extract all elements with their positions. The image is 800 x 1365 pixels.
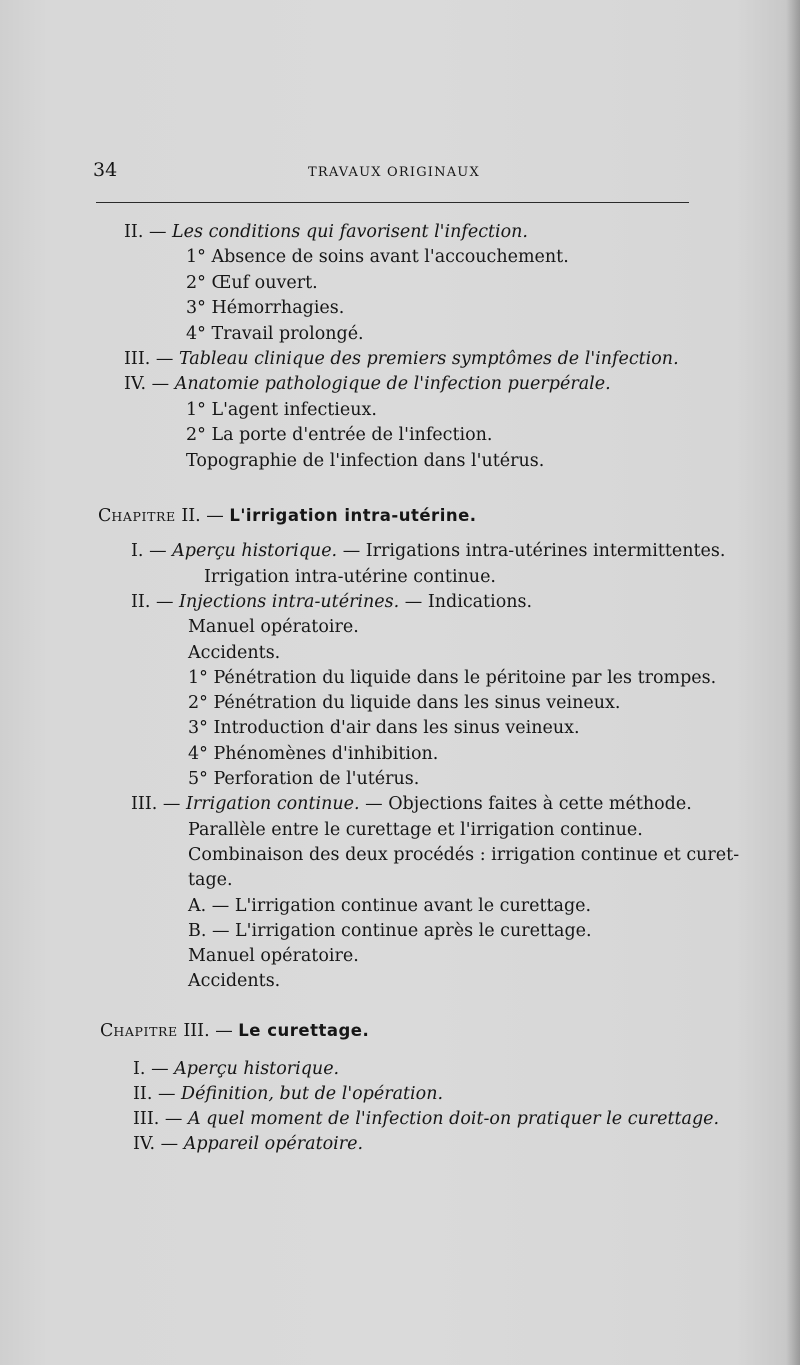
toc-subentry: Accidents. [188, 971, 281, 991]
chapter-number: II. — [181, 506, 224, 526]
toc-subentry: 2° La porte d'entrée de l'infection. [186, 425, 493, 445]
entry-title: Injections intra-utérines. [179, 592, 400, 612]
toc-subentry: Manuel opératoire. [188, 946, 359, 966]
entry-title: Appareil opératoire. [183, 1134, 364, 1154]
toc-subentry: Topographie de l'infection dans l'utérus. [186, 451, 545, 471]
roman-numeral: II. [131, 592, 151, 612]
entry-title: Définition, but de l'opération. [181, 1084, 444, 1104]
roman-numeral: III. [124, 349, 151, 369]
chapter-title: Le curettage. [238, 1021, 370, 1040]
toc-entry-iv [124, 373, 611, 395]
toc-entry-iii [131, 793, 692, 815]
roman-numeral: IV. [124, 374, 147, 394]
entry-title: Les conditions qui favorisent l'infection. [172, 222, 528, 242]
em-dash: — [160, 1134, 179, 1154]
toc-subentry: Combinaison des deux procédés : irrigation continue et curet- [188, 845, 740, 865]
toc-subentry: 1° L'agent infectieux. [186, 400, 377, 420]
toc-subentry: 4° Travail prolongé. [186, 324, 364, 344]
toc-subentry: tage. [188, 870, 233, 890]
chapter-label-smallcaps: HAPITRE [111, 509, 176, 524]
toc-subentry: B. — L'irrigation continue après le curettage. [188, 921, 592, 941]
toc-entry-ii [131, 591, 532, 613]
toc-entry-i [133, 1058, 339, 1080]
entry-rest: — Objections faites à cette méthode. [365, 794, 692, 814]
em-dash: — [151, 374, 170, 394]
em-dash: — [162, 794, 181, 814]
toc-subentry: Parallèle entre le curettage et l'irrigation continue. [188, 820, 643, 840]
running-title: TRAVAUX ORIGINAUX [308, 165, 480, 180]
em-dash: — [151, 1059, 169, 1079]
toc-subentry: 4° Phénomènes d'inhibition. [188, 744, 439, 764]
chapter-label-initial: C [100, 1021, 114, 1041]
entry-title: Irrigation continue. [185, 794, 360, 814]
chapter-heading-iii [100, 1020, 369, 1043]
toc-entry-ii [124, 221, 528, 243]
toc-entry-iii [133, 1108, 719, 1130]
page-number: 34 [93, 159, 118, 181]
entry-title: Aperçu historique. [172, 541, 338, 561]
chapter-number: III. — [183, 1021, 233, 1041]
roman-numeral: IV. [133, 1134, 156, 1154]
toc-subentry: 2° Œuf ouvert. [186, 273, 318, 293]
chapter-title: L'irrigation intra-utérine. [229, 506, 477, 525]
em-dash: — [164, 1109, 183, 1129]
entry-rest: — Indications. [404, 592, 533, 612]
toc-subentry: 1° Absence de soins avant l'accouchement. [186, 247, 569, 267]
chapter-heading-ii [98, 505, 477, 528]
toc-entry-ii [133, 1083, 443, 1105]
roman-numeral: I. [131, 541, 144, 561]
toc-entry-iv [133, 1133, 363, 1155]
em-dash: — [157, 1084, 176, 1104]
em-dash: — [155, 592, 174, 612]
toc-subentry: 5° Perforation de l'utérus. [188, 769, 420, 789]
toc-subentry: Manuel opératoire. [188, 617, 359, 637]
chapter-label-smallcaps: HAPITRE [113, 1024, 178, 1039]
roman-numeral: II. [124, 222, 144, 242]
toc-subentry: 3° Introduction d'air dans les sinus veineux. [188, 718, 580, 738]
entry-title: A quel moment de l'infection doit-on pratiquer le curettage. [187, 1109, 720, 1129]
toc-continuation: Irrigation intra-utérine continue. [204, 567, 496, 587]
entry-rest: — Irrigations intra-utérines intermittentes. [342, 541, 726, 561]
header-rule [96, 202, 689, 203]
roman-numeral: I. [133, 1059, 146, 1079]
entry-title: Anatomie pathologique de l'infection puerpérale. [174, 374, 611, 394]
chapter-label-initial: C [98, 506, 112, 526]
roman-numeral: II. [133, 1084, 153, 1104]
entry-title: Aperçu historique. [174, 1059, 340, 1079]
em-dash: — [155, 349, 174, 369]
toc-subentry: A. — L'irrigation continue avant le curettage. [188, 896, 592, 916]
roman-numeral: III. [131, 794, 158, 814]
toc-subentry: 1° Pénétration du liquide dans le péritoine par les trompes. [188, 668, 717, 688]
toc-subentry: 3° Hémorrhagies. [186, 298, 345, 318]
toc-subentry: 2° Pénétration du liquide dans les sinus veineux. [188, 693, 621, 713]
em-dash: — [148, 222, 167, 242]
toc-subentry: Accidents. [188, 643, 281, 663]
toc-entry-i [131, 540, 725, 562]
roman-numeral: III. [133, 1109, 160, 1129]
entry-title: Tableau clinique des premiers symptômes de l'infection. [178, 349, 679, 369]
em-dash: — [149, 541, 167, 561]
toc-entry-iii [124, 348, 679, 370]
